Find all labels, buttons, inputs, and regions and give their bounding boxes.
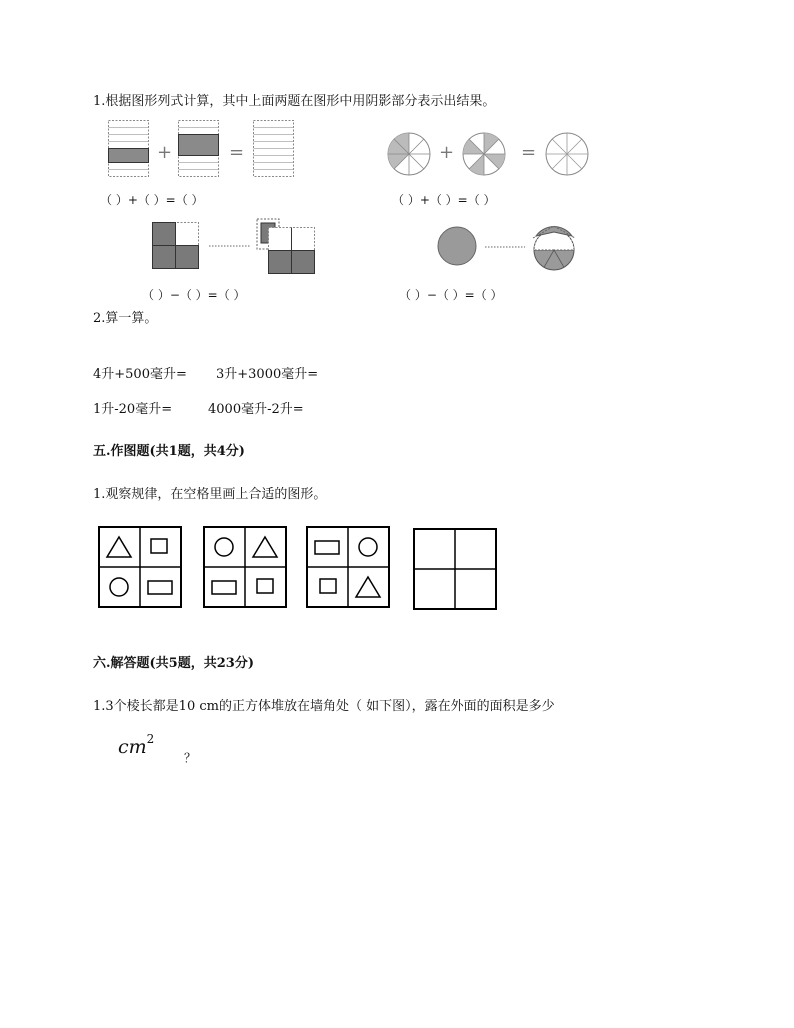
blank-sub-2[interactable]: （ ）−（ ）=（ ） — [399, 288, 503, 302]
rect-strip-answer — [253, 120, 313, 180]
dotted-link-line-2 — [485, 245, 529, 249]
section-6-heading: 六.解答题(共5题，共23分) — [93, 656, 254, 671]
section-5-heading: 五.作图题(共1题，共4分) — [93, 444, 245, 459]
question-mark: ？ — [184, 751, 197, 765]
section-6-question-1: 1.3个棱长都是10 cm的正方体堆放在墙角处（ 如下图），露在外面的面积是多少 — [93, 699, 555, 714]
circle-removed-piece-figure — [530, 218, 582, 274]
blank-sub-1[interactable]: （ ）−（ ）=（ ） — [142, 288, 246, 302]
pattern-grid-3 — [306, 526, 392, 610]
q2-title: 2.算一算。 — [93, 311, 158, 326]
area-unit — [118, 732, 154, 758]
circle-eighths-answer — [545, 132, 591, 178]
square-removed-piece-figure — [256, 218, 320, 276]
expression-4: 4000毫升-2升= — [208, 402, 304, 417]
plus-sign-1: + — [157, 142, 173, 163]
pattern-grid-2 — [203, 526, 289, 610]
dotted-link-line-1 — [209, 244, 253, 248]
blank-add-2[interactable]: （ ）+（ ）=（ ） — [392, 193, 496, 207]
equals-sign-1: = — [229, 142, 245, 163]
area-unit-base: cm — [118, 736, 147, 758]
section-5-question-1: 1.观察规律，在空格里画上合适的图形。 — [93, 487, 327, 502]
expression-3: 1升-20毫升= — [93, 402, 173, 417]
circle-eighths-figure-2 — [462, 132, 508, 178]
equals-sign-2: = — [521, 142, 537, 163]
full-circle-figure — [436, 225, 480, 269]
area-unit-exponent: 2 — [146, 732, 155, 746]
expression-2: 3升+3000毫升= — [216, 367, 319, 382]
square-quarters-figure — [152, 222, 202, 272]
expression-1: 4升+500毫升= — [93, 367, 187, 382]
pattern-grid-1 — [98, 526, 184, 610]
plus-sign-2: + — [439, 142, 455, 163]
circle-eighths-figure-1 — [387, 132, 433, 178]
q1-title: 1.根据图形列式计算，其中上面两题在图形中用阴影部分表示出结果。 — [93, 94, 496, 109]
blank-add-1[interactable]: （ ）+（ ）=（ ） — [100, 193, 204, 207]
pattern-grid-empty-answer[interactable] — [413, 528, 499, 612]
